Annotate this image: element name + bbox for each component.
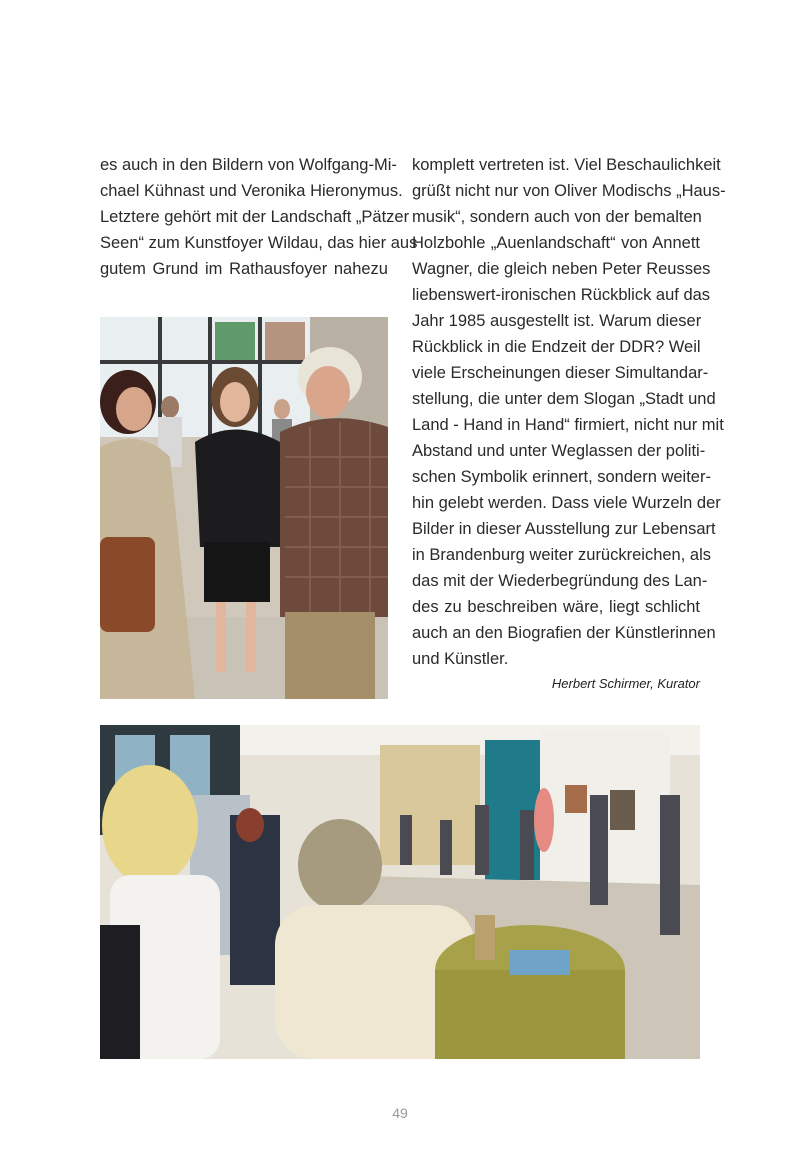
text-line: Rückblick in die Endzeit der DDR? Weil <box>412 338 701 356</box>
text-line: des zu beschreiben wäre, liegt schlicht <box>412 598 700 616</box>
text-line: hin gelebt werden. Dass viele Wurzeln der <box>412 494 721 512</box>
text-line: Abstand und unter Weglassen der politi- <box>412 442 706 460</box>
text-line: Jahr 1985 ausgestellt ist. Warum dieser <box>412 312 702 330</box>
text-line: stellung, die unter dem Slogan „Stadt und <box>412 390 716 408</box>
text-line: Holzbohle „Auenlandschaft“ von Annett <box>412 234 700 252</box>
right-column-text <box>412 152 726 672</box>
text-line: komplett vertreten ist. Viel Beschaulichkeit <box>412 156 721 174</box>
photo-exhibition-illustration <box>100 725 700 1059</box>
text-line: das mit der Wiederbegründung des Lan- <box>412 572 708 590</box>
photo-exhibition-foyer <box>100 725 700 1059</box>
text-line: viele Erscheinungen dieser Simultandar- <box>412 364 709 382</box>
text-line: liebenswert-ironischen Rückblick auf das <box>412 286 711 304</box>
author-signature: Herbert Schirmer, Kurator <box>551 676 700 691</box>
text-line: in Brandenburg weiter zurückreichen, als <box>412 546 711 564</box>
text-line: und Künstler. <box>412 650 509 668</box>
text-line: chael Kühnast und Veronika Hieronymus. <box>100 182 403 200</box>
text-line: grüßt nicht nur von Oliver Modischs „Haus- <box>412 182 726 200</box>
text-line: es auch in den Bildern von Wolfgang-Mi- <box>100 156 397 174</box>
text-line: auch an den Biografien der Künstlerinnen <box>412 624 716 642</box>
page-number: 49 <box>392 1105 408 1121</box>
text-line: Land - Hand in Hand“ firmiert, nicht nur mit <box>412 416 724 434</box>
text-line: Letztere gehört mit der Landschaft „Pätzer <box>100 208 410 226</box>
left-column-text <box>100 152 418 282</box>
text-line: gutem Grund im Rathausfoyer nahezu <box>100 260 388 278</box>
text-line: Seen“ zum Kunstfoyer Wildau, das hier aus <box>100 234 418 252</box>
photo-conversation <box>100 317 388 699</box>
text-line: Wagner, die gleich neben Peter Reusses <box>412 260 711 278</box>
text-line: schen Symbolik erinnert, sondern weiter- <box>412 468 711 486</box>
text-line: musik“, sondern auch von der bemalten <box>412 208 702 226</box>
photo-conversation-illustration <box>100 317 388 699</box>
text-line: Bilder in dieser Ausstellung zur Lebensart <box>412 520 716 538</box>
